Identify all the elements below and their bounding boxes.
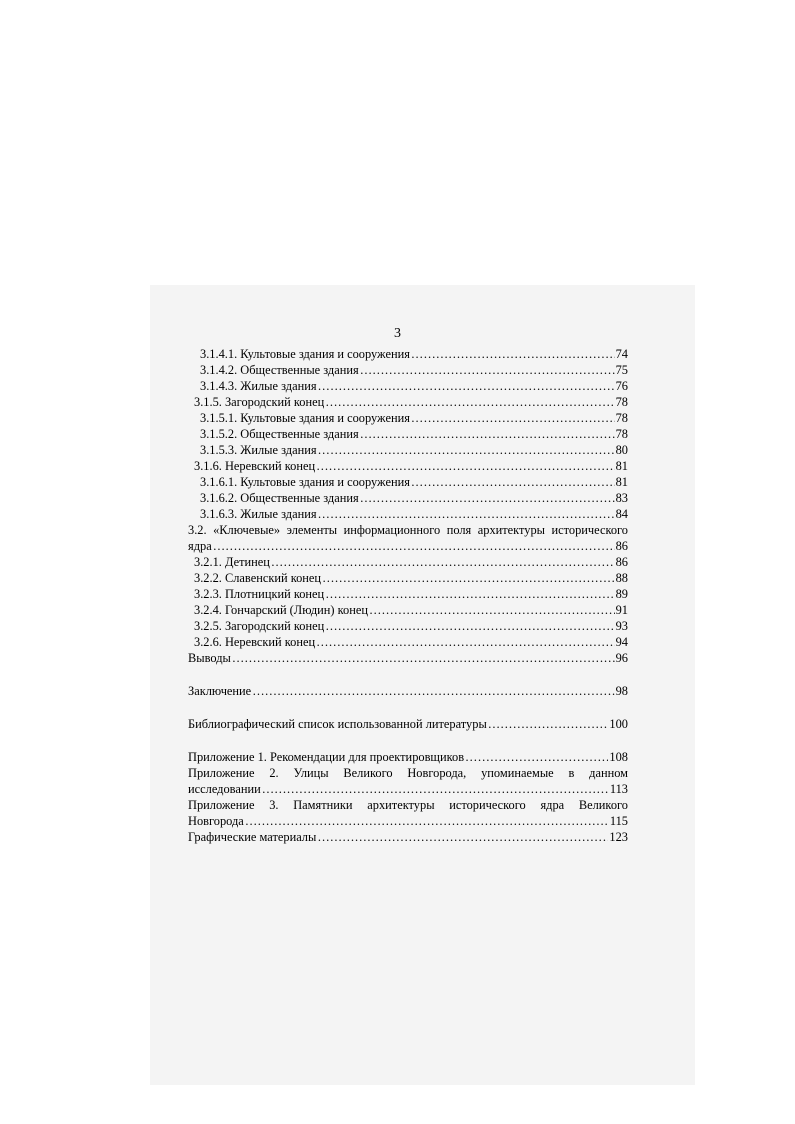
- leader-dots: [325, 394, 614, 410]
- toc-entry: [188, 749, 628, 765]
- toc-entry-page: 78: [615, 395, 628, 409]
- leader-dots: [318, 506, 615, 522]
- leader-dots: [213, 538, 615, 554]
- toc-entry-page: 76: [615, 379, 628, 393]
- leader-dots: [360, 362, 615, 378]
- toc-entry: [188, 490, 628, 506]
- leader-dots: [411, 410, 615, 426]
- toc-entry: [188, 362, 628, 378]
- leader-dots: [411, 474, 615, 490]
- toc-entry: [188, 586, 628, 602]
- toc-entry: [188, 394, 628, 410]
- toc-entry-page: 98: [615, 684, 628, 698]
- toc-entry-page: 93: [615, 619, 628, 633]
- toc-entry-page: 86: [615, 539, 628, 553]
- page-number: 3: [394, 326, 401, 341]
- toc-entry: [188, 506, 628, 522]
- leader-dots: [411, 346, 615, 362]
- toc-entry-title: 3.1.6.2. Общественные здания: [200, 491, 359, 505]
- toc-entry-page: 81: [615, 475, 628, 489]
- toc-entry: [188, 378, 628, 394]
- toc-entry: [188, 781, 628, 797]
- toc-entry-page: 108: [609, 750, 628, 764]
- toc-entry-page: 84: [615, 507, 628, 521]
- toc-entry: [188, 426, 628, 442]
- leader-dots: [316, 634, 614, 650]
- toc-entry-title: 3.1.4.3. Жилые здания: [200, 379, 317, 393]
- toc-entry: [188, 634, 628, 650]
- toc-entry-title: 3.1.6. Неревский конец: [194, 459, 316, 473]
- toc-entry-title: Заключение: [188, 684, 252, 698]
- toc-entry-page: 80: [615, 443, 628, 457]
- toc-entry: [188, 474, 628, 490]
- toc-entry-page: 100: [609, 717, 628, 731]
- toc-entry-page: 123: [609, 830, 628, 844]
- leader-dots: [262, 781, 609, 797]
- toc-entry-title-continued: исследовании: [188, 782, 261, 796]
- toc-entry-page: 113: [609, 782, 628, 796]
- toc-entry-title: Библиографический список использованной литературы: [188, 717, 487, 731]
- toc-entry-page: 81: [615, 459, 628, 473]
- toc-entry-title: Приложение 1. Рекомендации для проектировщиков: [188, 750, 465, 764]
- table-of-contents: [188, 346, 628, 845]
- toc-entry-title: 3.2.4. Гончарский (Людин) конец: [194, 603, 368, 617]
- toc-entry-title: Приложение 3. Памятники архитектуры исторического ядра Великого: [188, 798, 628, 812]
- leader-dots: [317, 829, 608, 845]
- leader-dots: [360, 490, 615, 506]
- toc-entry-page: 89: [615, 587, 628, 601]
- leader-dots: [271, 554, 615, 570]
- toc-entry-title: 3.2.5. Загородский конец: [194, 619, 325, 633]
- toc-entry-title: Приложение 2. Улицы Великого Новгорода, упоминаемые в данном: [188, 766, 628, 780]
- toc-entry-title: 3.1.6.3. Жилые здания: [200, 507, 317, 521]
- toc-entry-page: 94: [615, 635, 628, 649]
- spacer: [188, 666, 628, 683]
- leader-dots: [316, 458, 614, 474]
- toc-entry-title: 3.2.2. Славенский конец: [194, 571, 322, 585]
- toc-entry: [188, 442, 628, 458]
- toc-entry-title-continued: Новгорода: [188, 814, 244, 828]
- toc-entry: [188, 618, 628, 634]
- leader-dots: [245, 813, 609, 829]
- toc-entry: [188, 602, 628, 618]
- toc-entry-page: 74: [615, 347, 628, 361]
- toc-entry: [188, 570, 628, 586]
- toc-entry-title: 3.1.5.2. Общественные здания: [200, 427, 359, 441]
- toc-entry-page: 96: [615, 651, 628, 665]
- leader-dots: [232, 650, 615, 666]
- leader-dots: [322, 570, 615, 586]
- toc-entry-page: 91: [615, 603, 628, 617]
- toc-entry: [188, 410, 628, 426]
- toc-entry-page: 78: [615, 411, 628, 425]
- toc-entry-page: 88: [615, 571, 628, 585]
- leader-dots: [252, 683, 614, 699]
- toc-entry: [188, 538, 628, 554]
- toc-entry-title-continued: ядра: [188, 539, 212, 553]
- leader-dots: [325, 618, 614, 634]
- spacer: [188, 699, 628, 716]
- leader-dots: [318, 378, 615, 394]
- toc-entry-title: 3.1.5.3. Жилые здания: [200, 443, 317, 457]
- toc-entry: [188, 813, 628, 829]
- leader-dots: [318, 442, 615, 458]
- toc-entry-title: Выводы: [188, 651, 231, 665]
- toc-entry-page: 83: [615, 491, 628, 505]
- spacer: [188, 732, 628, 749]
- toc-entry-title: Графические материалы: [188, 830, 317, 844]
- leader-dots: [325, 586, 614, 602]
- toc-entry-title: 3.1.4.2. Общественные здания: [200, 363, 359, 377]
- toc-entry-page: 75: [615, 363, 628, 377]
- toc-entry-title: 3.1.5.1. Культовые здания и сооружения: [200, 411, 410, 425]
- toc-entry: [188, 554, 628, 570]
- toc-entry-page: 115: [609, 814, 628, 828]
- toc-entry-title: 3.2.6. Неревский конец: [194, 635, 316, 649]
- leader-dots: [465, 749, 608, 765]
- toc-entry-page: 86: [615, 555, 628, 569]
- leader-dots: [369, 602, 615, 618]
- toc-entry: [188, 716, 628, 732]
- toc-entry-title: 3.1.4.1. Культовые здания и сооружения: [200, 347, 410, 361]
- leader-dots: [360, 426, 615, 442]
- toc-entry-title: 3.2.1. Детинец: [194, 555, 270, 569]
- toc-entry: [188, 650, 628, 666]
- toc-entry-title: 3.2. «Ключевые» элементы информационного поля архитектуры исторического: [188, 523, 628, 537]
- toc-entry: [188, 683, 628, 699]
- toc-entry: [188, 829, 628, 845]
- toc-entry-title: 3.1.6.1. Культовые здания и сооружения: [200, 475, 410, 489]
- leader-dots: [488, 716, 609, 732]
- toc-entry: [188, 346, 628, 362]
- toc-entry-title: 3.2.3. Плотницкий конец: [194, 587, 325, 601]
- toc-entry-title: 3.1.5. Загородский конец: [194, 395, 325, 409]
- toc-entry: [188, 458, 628, 474]
- toc-entry-page: 78: [615, 427, 628, 441]
